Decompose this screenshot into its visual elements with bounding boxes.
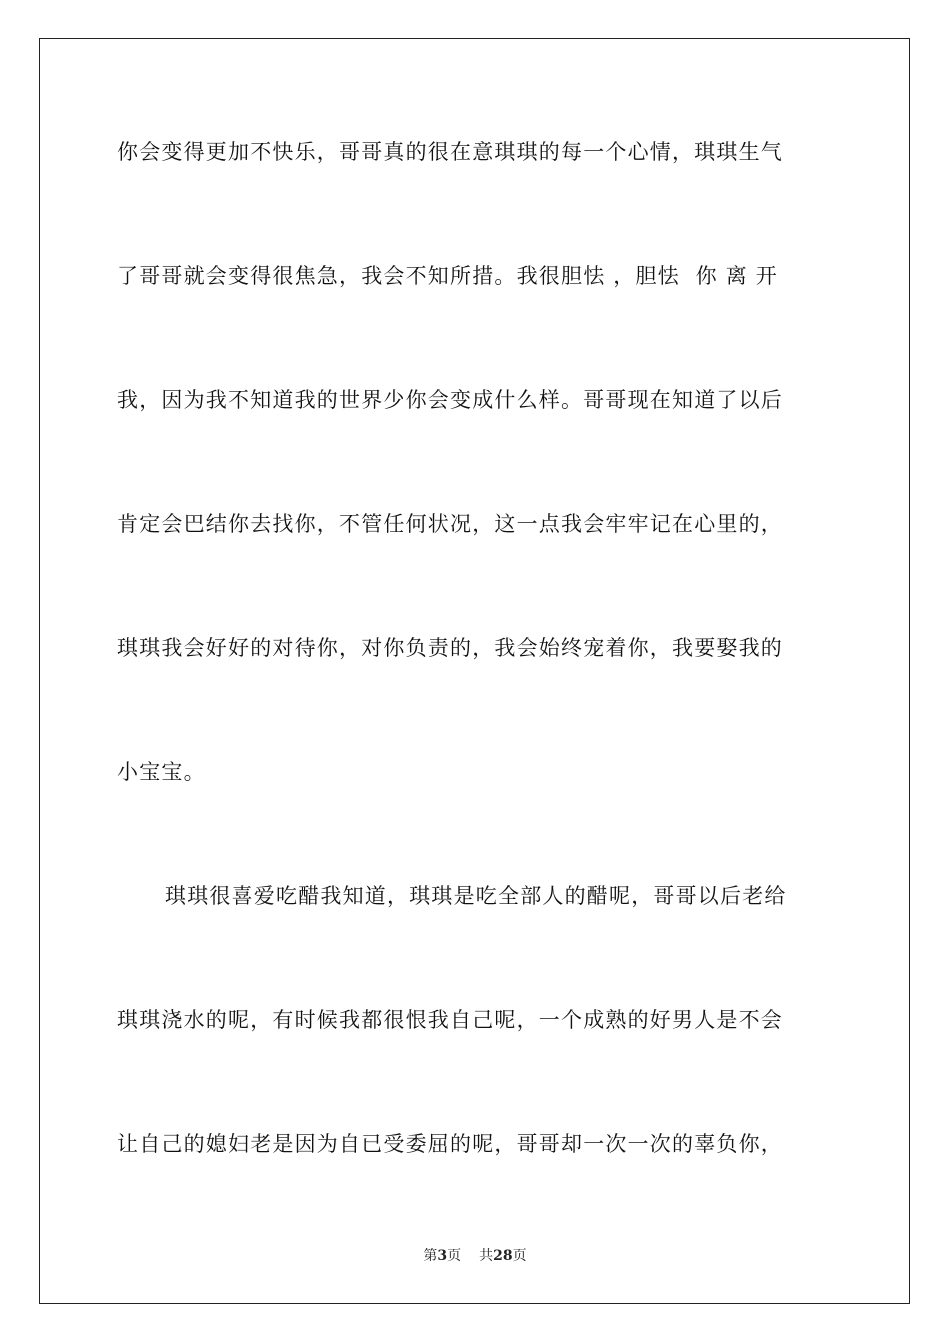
text-line: 琪琪浇水的呢，有时候我都很恨我自己呢，一个成熟的好男人是不会 bbox=[117, 1008, 783, 1032]
text-line: 你会变得更加不快乐，哥哥真的很在意琪琪的每一个心情，琪琪生气 bbox=[117, 140, 783, 164]
current-page-number: 3 bbox=[437, 1248, 448, 1264]
text-line: 肯定会巴结你去找你，不管任何状况，这一点我会牢牢记在心里的， bbox=[117, 512, 783, 536]
text-line: 琪琪我会好好的对待你，对你负责的，我会始终宠着你，我要娶我的 bbox=[117, 636, 783, 660]
page-prefix: 第 bbox=[423, 1248, 438, 1264]
text-line: 了哥哥就会变得很焦急，我会不知所措。我很胆怯 ，胆怯 你 离 开 bbox=[117, 264, 778, 288]
total-pages: 28 bbox=[493, 1248, 513, 1264]
total-suffix: 页 bbox=[512, 1248, 527, 1264]
text-line: 我，因为我不知道我的世界少你会变成什么样。哥哥现在知道了以后 bbox=[117, 388, 783, 412]
paragraph-first-line: 琪琪很喜爱吃醋我知道，琪琪是吃全部人的醋呢，哥哥以后老给 bbox=[165, 884, 787, 908]
page-suffix: 页 bbox=[447, 1248, 462, 1264]
text-line: 让自己的媳妇老是因为自已受委屈的呢，哥哥却一次一次的辜负你， bbox=[117, 1132, 783, 1156]
text-line: 小宝宝。 bbox=[117, 760, 206, 784]
total-prefix: 共 bbox=[479, 1248, 494, 1264]
document-body bbox=[117, 120, 837, 1236]
page-number-footer bbox=[0, 1247, 950, 1265]
